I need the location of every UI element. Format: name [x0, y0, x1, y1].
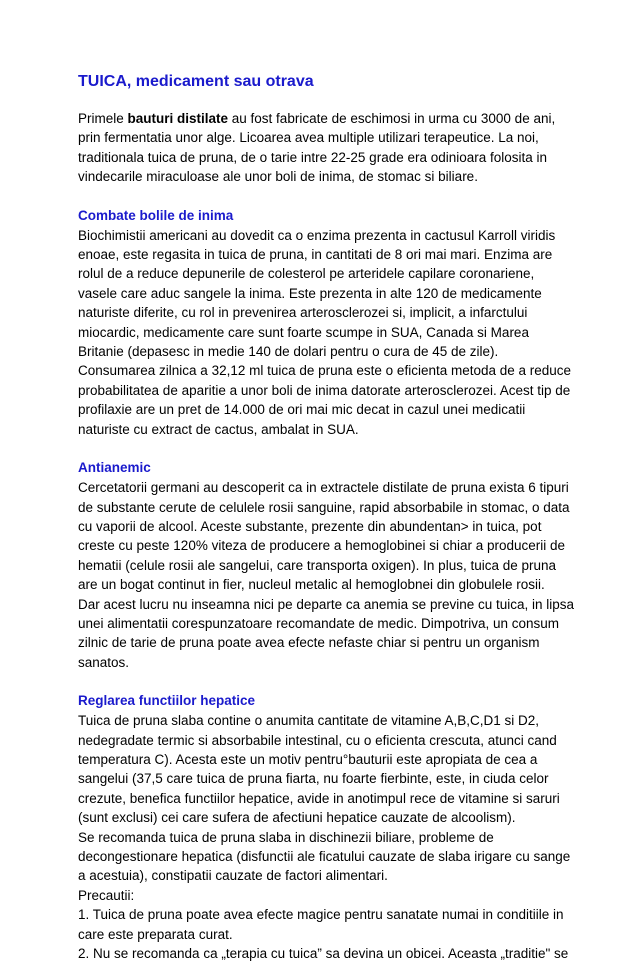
intro-bold-term: bauturi distilate — [127, 111, 229, 126]
section-liver-paragraph-1: Tuica de pruna slaba contine o anumita cantitate de vitamine A,B,C,D1 si D2, nedegradate termic si absorbabile intestinal, cu o eficienta crescuta, atunci cand temperatura C). Acesta este un motiv pentru°bauturii este apropiata de cea a sangelui (37,5 care tuica de pruna fiarta, nu foarte fierbinte, este, in ciuda celor crezute, benefica functiilor hepatice, avide in anotimpul rece de vitamine si saruri (sunt exclusi) cei care sufera de afectiuni hepatice cauzate de alcoolism). — [78, 713, 560, 826]
section-heading-heart: Combate bolile de inima — [78, 207, 234, 223]
section-liver-paragraph-2: Se recomanda tuica de pruna slaba in dischinezii biliare, probleme de decongestionare hepatica (disfunctii ale ficatului cauzate de slaba irigare cu sange a acestuia), constipatii cauzate de factori alimentari. — [78, 829, 571, 884]
section-heart-paragraph-2: vasele care aduc sangele la inima. Este prezenta in alte 120 de medicamente naturiste diferite, cu rol in prevenirea arterosclerozei si, implicit, a infarctului miocardic, medicamente care sunt foarte scumpe in SUA, Canada si Marea Britanie (depasesc in medie 140 de dolari pentru o cura de 45 de zile). Consumarea zilnica a 32,12 ml tuica de pruna este o eficienta metoda de a reduce probabilitatea de aparitie a unor boli de inima datorate arterosclerozei. Acest tip de profilaxie are un pret de 14.000 de ori mai mic decat in cazul unei medicatii naturiste cu extract de cactus, ambalat in SUA. — [78, 285, 572, 437]
section-liver-precaution-1: 1. Tuica de pruna poate avea efecte magice pentru sanatate numai in conditiile in care este preparata curat. — [78, 907, 564, 942]
spacer — [78, 672, 578, 691]
section-heading-anemia: Antianemic — [78, 460, 151, 476]
intro-text-after: au fost fabricate de eschimosi in urma cu 3000 de ani, prin fermentatia unor alge. Licoarea avea multiple utilizari terapeutice. La noi, traditionala tuica de pruna, de o tarie intre 22-25 grade era odinioara folosita in vindecarile miraculoase ale unor boli de inima, de stomac si biliare. — [78, 111, 556, 185]
intro-text-before: Primele — [78, 111, 128, 126]
section-anemia-paragraph-2: Dar acest lucru nu inseamna nici pe departe ca anemia se previne cu tuica, in lipsa unei alimentatii corespunzatoare recomandate de medic. Dimpotriva, un consum zilnic de tarie de pruna poate avea efecte nefaste chiar si pentru un organism sanatos. — [78, 596, 575, 670]
spacer — [78, 439, 578, 458]
section-anemia-paragraph-1: Cercetatorii germani au descoperit ca in extractele distilate de pruna exista 6 tipuri de substante cerute de celulele rosii sanguine, rapid absorbabile in stomac, o data cu vaporii de alcool. Aceste substante, prezente din abundentan> in tuica, pot creste cu peste 120% viteza de producere a hemoglobinei si chiar a producerii de hematii (celule rosii ale sangelui, care transporta oxigen). In plus, tuica de pruna are un bogat continut in fier, nucleul metalic al hemoglobnei din globulele rosii. — [78, 480, 570, 593]
section-liver-precaution-2: 2. Nu se recomanda ca „terapia cu tuica” sa devina un obicei. Aceasta „traditie" se — [78, 946, 569, 962]
spacer — [78, 187, 578, 206]
section-heading-liver: Reglarea functiilor hepatice — [78, 693, 256, 709]
section-liver-precautions-label: Precautii: — [78, 887, 135, 903]
page-title: TUICA, medicament sau otrava — [78, 73, 314, 90]
section-heart-paragraph-1: Biochimistii americani au dovedit ca o enzima prezenta in cactusul Karroll viridis enoae, este regasita in tuica de pruna, in cantitati de 8 ori mai mari. Enzima are rolul de a reduce depunerile de colesterol pe arteridele capilare coronariene, — [78, 227, 556, 282]
intro-paragraph — [78, 109, 578, 187]
